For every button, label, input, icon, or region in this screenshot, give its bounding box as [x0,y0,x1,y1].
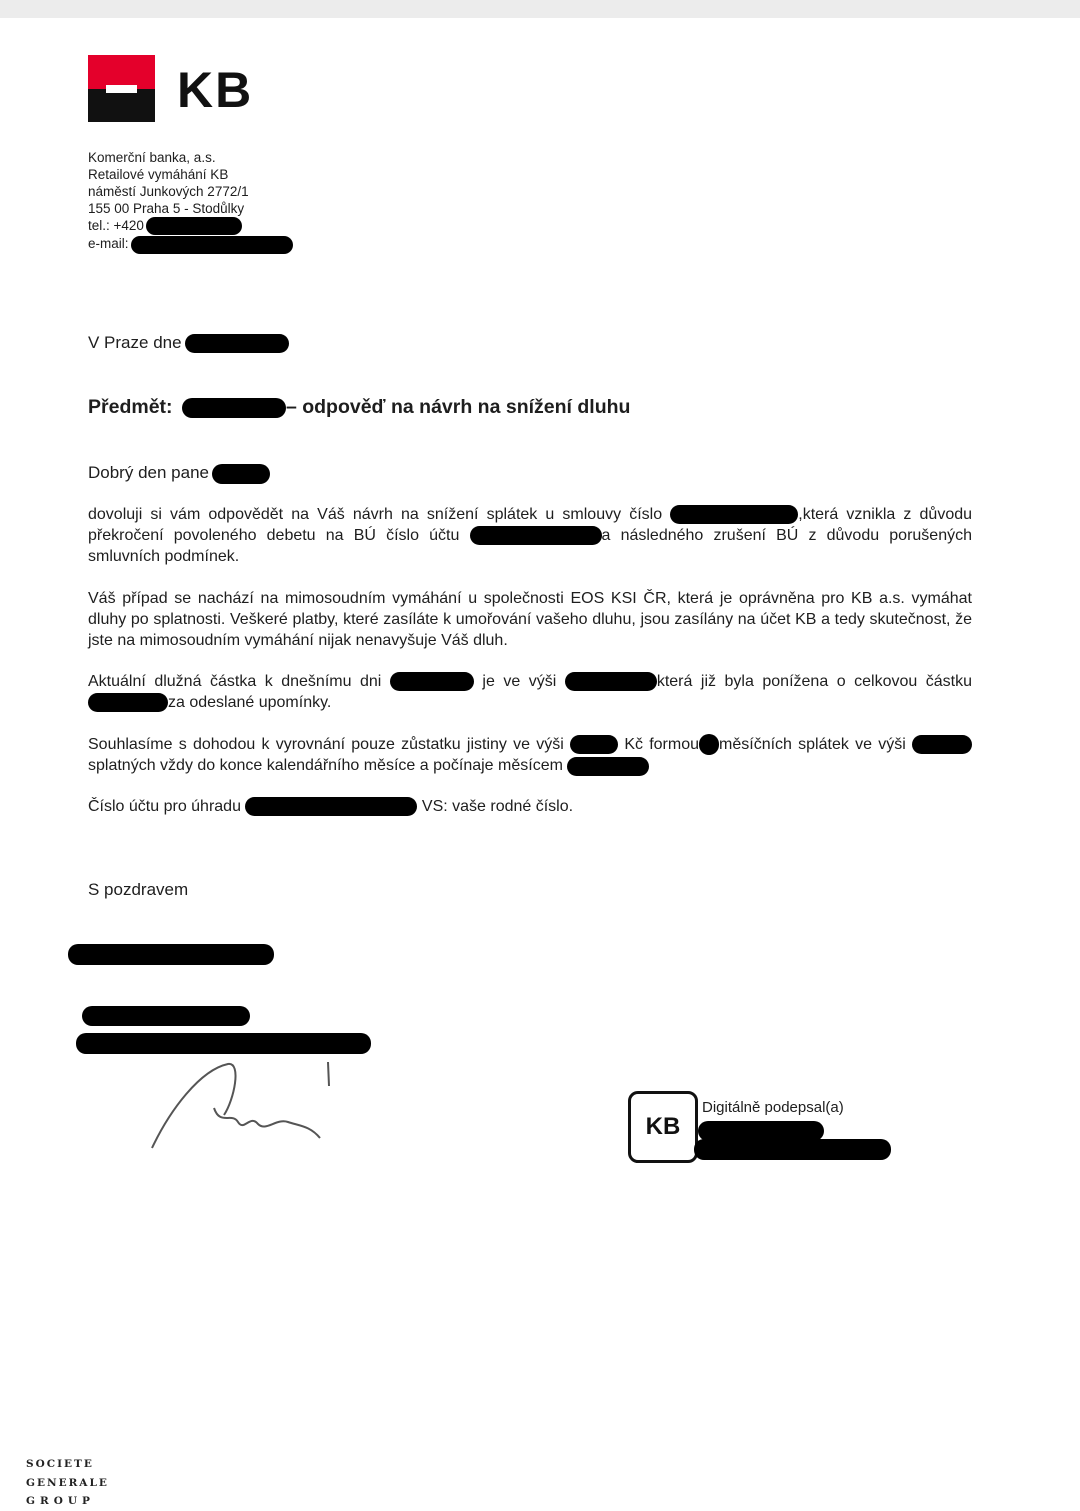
address-line: Retailové vymáhání KB [88,167,229,182]
text: VS: vaše rodné číslo. [421,798,574,815]
redaction [245,797,417,816]
text: ,která vznikla z důvodu překročení povoleného debetu na BÚ číslo účtu [88,506,973,544]
kb-logo-icon [88,55,155,122]
redaction [694,1139,891,1160]
text: je ve výši [482,673,557,690]
text: splatných vždy do konce kalendářního měsíce a počínaje měsícem [88,757,563,775]
text: Kč formou [624,736,700,753]
digital-signature-label: Digitálně podepsal(a) [702,1099,844,1116]
redaction [912,735,972,754]
redaction [82,1006,250,1026]
greeting-text: Dobrý den pane [88,463,209,482]
text: Aktuální dlužná částka k dnešnímu dni [88,673,382,690]
paragraph-2: Váš případ se nachází na mimosoudním vymáhání u společnosti EOS KSI ČR, která je oprávněna pro KB a.s. vymáhat dluhy po splatnosti. Veškeré platby, které zasíláte k umořování vašeho dluhu, jsou zasílány na účet KB a tedy skutečnost, že jste na mimosoudním vymáhání nijak nenavyšuje Váš dluh. [88,590,972,649]
redaction [182,398,286,418]
paragraph-1 [88,504,972,567]
redaction [76,1033,371,1054]
redaction [212,464,270,484]
redaction [565,672,657,691]
redaction [390,672,474,691]
text: a následného zrušení BÚ z důvodu porušených smluvních podmínek. [88,527,973,565]
footer-line: GENERALE [26,1476,109,1489]
date-label: V Praze dne [88,333,182,352]
footer-line: GROUP [26,1495,95,1507]
subject-text: – odpověď na návrh na snížení dluhu [285,396,631,418]
address-line: náměstí Junkových 2772/1 [88,184,249,199]
closing: S pozdravem [88,880,189,899]
text: Číslo účtu pro úhradu [88,798,241,815]
redaction [567,757,649,776]
redaction [699,734,719,755]
text: měsíčních splátek ve výši [719,736,906,753]
phone-label: tel.: +420 [88,218,144,233]
text: za odeslané upomínky. [168,694,332,711]
redaction [670,505,798,524]
email-line [88,235,293,253]
redaction [146,217,242,235]
redaction [470,526,602,545]
handwritten-signature-icon [150,1060,340,1155]
redaction [131,236,293,254]
phone-line [88,217,293,235]
greeting [88,463,270,484]
societe-generale-logo [26,1455,109,1511]
text: která již byla ponížena o celkovou částku [656,673,973,690]
paragraph-4 [88,734,972,776]
paragraph-5 [88,796,972,817]
text: dovoluji si vám odpovědět na Váš návrh na snížení splátek u smlouvy číslo [88,506,663,523]
top-bar [0,0,1080,18]
logo-text: KB [177,62,254,118]
redaction [88,693,168,712]
subject-label: Předmět: [88,396,173,418]
subject-line [88,396,630,419]
footer-line: SOCIETE [26,1458,94,1470]
email-label: e-mail: [88,236,129,252]
sender-address [88,149,293,254]
redaction [570,735,618,754]
address-line: 155 00 Praha 5 - Stodůlky [88,201,245,216]
date-line [88,333,289,353]
redaction [68,944,274,965]
text: Souhlasíme s dohodou k vyrovnání pouze zůstatku jistiny ve výši [88,736,564,753]
redaction [185,334,289,353]
kb-badge-icon: KB [628,1091,698,1163]
paragraph-3 [88,671,972,713]
address-line: Komerční banka, a.s. [88,150,216,165]
redaction [698,1121,824,1141]
